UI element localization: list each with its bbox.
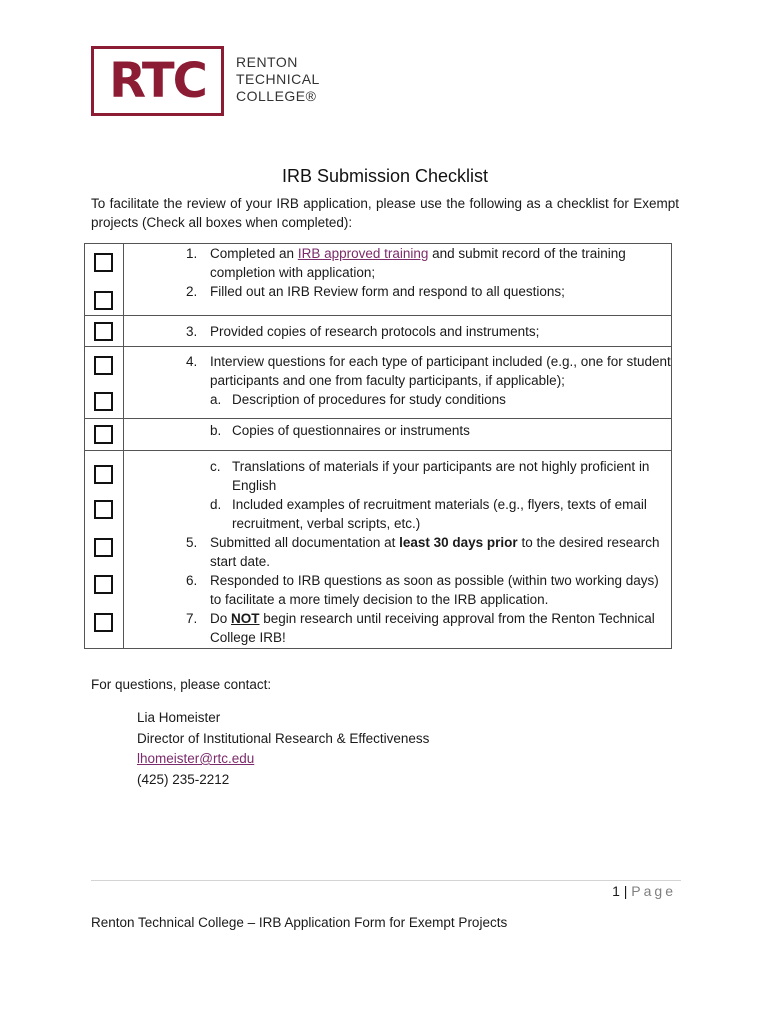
checkbox[interactable] — [94, 613, 113, 632]
emphasis: NOT — [231, 611, 260, 626]
contact-block — [137, 708, 429, 790]
checklist-row — [85, 244, 672, 316]
sub-list-item — [124, 390, 671, 409]
footer-divider — [91, 880, 681, 881]
item-text: Translations of materials if your participants are not highly proficient in English — [232, 459, 650, 493]
list-item — [124, 533, 671, 571]
training-link[interactable]: IRB approved training — [297, 246, 429, 261]
checkbox-cell — [85, 419, 124, 451]
intro-paragraph: To facilitate the review of your IRB application, please use the following as a checklist for Exempt projects (Check all boxes when completed): — [91, 196, 679, 230]
item-number: 7. — [186, 611, 198, 626]
contact-email-link[interactable]: lhomeister@rtc.edu — [137, 751, 255, 766]
list-item — [124, 244, 671, 282]
item-text: Completed an — [210, 246, 298, 261]
checklist-text-cell — [124, 347, 672, 419]
item-text: Description of procedures for study conditions — [232, 392, 506, 407]
sub-list-item — [124, 457, 671, 495]
checklist-row — [85, 347, 672, 419]
item-text: to the desired research start date. — [210, 535, 660, 569]
item-text: Submitted all documentation at — [210, 535, 400, 550]
footer-text: Renton Technical College – IRB Application Form for Exempt Projects — [91, 915, 508, 930]
page-number — [612, 883, 676, 899]
checkbox[interactable] — [94, 356, 113, 375]
checkbox[interactable] — [94, 538, 113, 557]
item-text: Copies of questionnaires or instruments — [232, 423, 470, 438]
list-item — [124, 282, 671, 301]
checkbox[interactable] — [94, 425, 113, 444]
checkbox[interactable] — [94, 322, 113, 341]
item-text: and submit record of the training completion with application; — [210, 246, 626, 280]
page-number-value: 1 — [612, 883, 620, 899]
item-number: b. — [210, 423, 222, 438]
checklist-text-cell — [124, 244, 672, 316]
item-number: 1. — [186, 246, 198, 261]
item-number: 4. — [186, 354, 198, 369]
item-text: Do — [210, 611, 232, 626]
checkbox-cell — [85, 451, 124, 649]
emphasis: least 30 days prior — [399, 535, 518, 550]
item-text: Provided copies of research protocols and instruments; — [210, 324, 540, 339]
checkbox[interactable] — [94, 500, 113, 519]
item-text: Interview questions for each type of participant included (e.g., one for student participants and one from faculty participants, if applicable); — [210, 354, 671, 388]
checklist-table — [84, 243, 672, 649]
contact-lead: For questions, please contact: — [91, 677, 272, 692]
page-separator: | — [619, 883, 632, 899]
contact-role: Director of Institutional Research & Effectiveness — [137, 730, 430, 746]
item-text: Included examples of recruitment materials (e.g., flyers, texts of email recruitment, verbal scripts, etc.) — [232, 497, 647, 531]
contact-name: Lia Homeister — [137, 710, 221, 725]
checkbox-cell — [85, 347, 124, 419]
checkbox[interactable] — [94, 291, 113, 310]
item-number: 2. — [186, 284, 198, 299]
checkbox[interactable] — [94, 392, 113, 411]
item-number: 3. — [186, 324, 198, 339]
sub-list-item — [124, 421, 671, 440]
item-text: Responded to IRB questions as soon as possible (within two working days) to facilitate a more timely decision to the IRB application. — [210, 573, 659, 607]
list-item — [124, 322, 671, 341]
logo-college-name: RENTON TECHNICAL COLLEGE® — [236, 54, 320, 104]
checkbox[interactable] — [94, 465, 113, 484]
item-number: d. — [210, 497, 222, 512]
sub-list-item — [124, 495, 671, 533]
list-item — [124, 352, 671, 390]
checklist-text-cell — [124, 451, 672, 649]
checklist-row — [85, 419, 672, 451]
list-item — [124, 571, 671, 609]
list-item — [124, 609, 671, 647]
item-number: 5. — [186, 535, 198, 550]
checkbox-cell — [85, 316, 124, 347]
checklist-text-cell — [124, 316, 672, 347]
page-word: Page — [631, 883, 676, 899]
checklist-row — [85, 451, 672, 649]
checklist-row — [85, 316, 672, 347]
checkbox[interactable] — [94, 253, 113, 272]
page-title: IRB Submission Checklist — [281, 166, 489, 186]
rtc-logo — [91, 46, 331, 116]
checkbox-cell — [85, 244, 124, 316]
item-number: 6. — [186, 573, 198, 588]
item-number: a. — [210, 392, 222, 407]
checklist-text-cell — [124, 419, 672, 451]
item-text: Filled out an IRB Review form and respond to all questions; — [210, 284, 565, 299]
logo-letters: RTC — [109, 53, 206, 109]
contact-phone: (425) 235-2212 — [137, 771, 230, 787]
item-number: c. — [210, 459, 221, 474]
item-text: begin research until receiving approval from the Renton Technical College IRB! — [210, 611, 655, 645]
logo-box — [91, 46, 224, 116]
checkbox[interactable] — [94, 575, 113, 594]
